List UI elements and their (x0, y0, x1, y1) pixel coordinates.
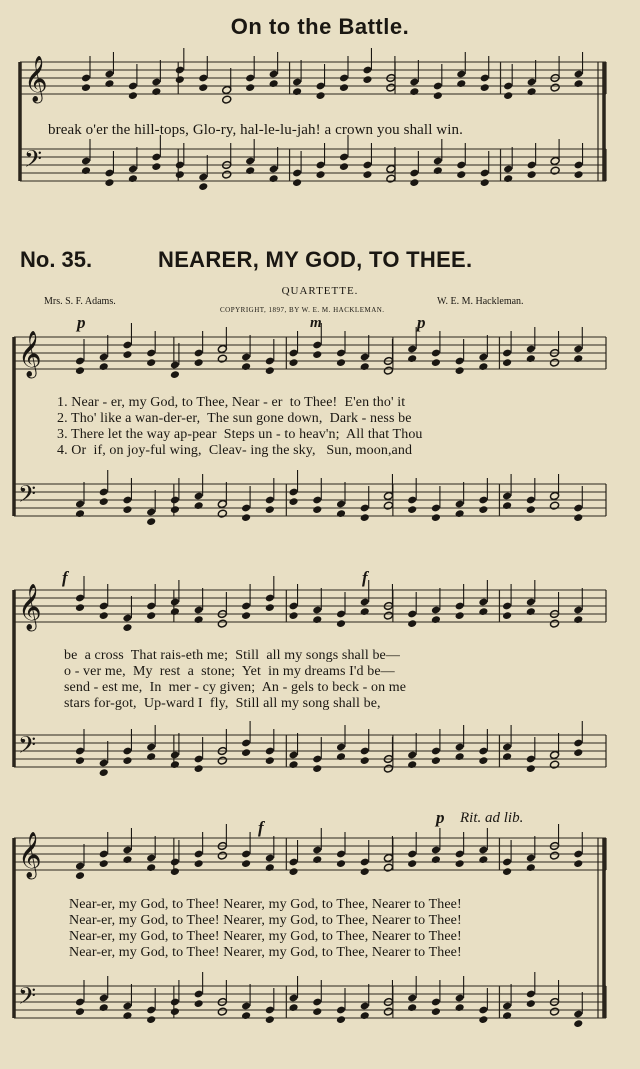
note-head (480, 178, 490, 187)
note-head (81, 166, 91, 175)
note-head (455, 1003, 465, 1012)
note-head (217, 354, 227, 363)
note-head (198, 83, 208, 92)
verse-line: be a cross That rais-eth me; Still all my songs shall be— (64, 648, 400, 663)
note-head (455, 509, 465, 518)
note-head (75, 756, 85, 765)
note-head (407, 859, 417, 868)
note-head (289, 611, 299, 620)
note-head (289, 867, 299, 876)
note-head (146, 1015, 156, 1024)
note-head (433, 166, 443, 175)
note-head (75, 603, 85, 612)
note-head (339, 83, 349, 92)
note-head (269, 174, 279, 183)
expression-marking: Rit. ad lib. (460, 810, 524, 826)
verse-line: Near-er, my God, to Thee! Nearer, my God, to Thee, Nearer to Thee! (69, 929, 462, 944)
previous-hymn-title: On to the Battle. (230, 14, 410, 39)
note-head (194, 999, 204, 1008)
bass-clef-icon: 𝄢 (18, 731, 37, 764)
note-head (241, 1011, 251, 1020)
note-head (478, 855, 488, 864)
note-head (265, 1015, 275, 1024)
note-head (175, 75, 185, 84)
note-head (407, 760, 417, 769)
treble-clef-icon: 𝄞 (18, 832, 42, 878)
note-head (456, 79, 466, 88)
note-head (265, 366, 275, 375)
dynamic-marking: p (77, 313, 86, 332)
note-head (336, 619, 346, 628)
note-head (527, 87, 537, 96)
treble-clef-icon: 𝄞 (18, 331, 42, 377)
note-head (222, 95, 232, 104)
note-head (122, 1011, 132, 1020)
bass-clef-icon: 𝄢 (18, 982, 37, 1015)
hymn-title: NEARER, MY GOD, TO THEE. (158, 247, 473, 272)
note-head (503, 91, 513, 100)
note-head (122, 505, 132, 514)
note-head (526, 505, 536, 514)
note-head (122, 756, 132, 765)
verse-line: Near-er, my God, to Thee! Nearer, my God, to Thee, Nearer to Thee! (69, 913, 462, 928)
dynamic-marking: f (62, 568, 68, 587)
note-head (409, 87, 419, 96)
note-head (383, 366, 393, 375)
note-head (574, 79, 584, 88)
note-head (573, 354, 583, 363)
note-head (550, 851, 560, 860)
note-head (502, 611, 512, 620)
note-head (455, 859, 465, 868)
note-head (526, 764, 536, 773)
note-head (526, 863, 536, 872)
note-head (386, 174, 396, 183)
note-head (198, 182, 208, 191)
verse-line: 4. Or if, on joy-ful wing, Cleav- ing the sky, Sun, moon,and (57, 443, 413, 458)
note-head (146, 358, 156, 367)
dynamic-marking: p (436, 808, 445, 827)
note-head (151, 87, 161, 96)
note-head (312, 505, 322, 514)
note-head (217, 619, 227, 628)
note-head (146, 611, 156, 620)
note-head (75, 1007, 85, 1016)
note-head (407, 354, 417, 363)
note-head (502, 1011, 512, 1020)
note-head (194, 764, 204, 773)
note-head (245, 83, 255, 92)
note-head (550, 358, 560, 367)
note-head (75, 366, 85, 375)
note-head (431, 855, 441, 864)
note-head (383, 501, 393, 510)
note-head (336, 1015, 346, 1024)
note-head (194, 859, 204, 868)
note-head (99, 362, 109, 371)
note-head (99, 768, 109, 777)
copyright-notice: COPYRIGHT, 1897, BY W. E. M. HACKLEMAN. (220, 306, 385, 314)
note-head (336, 859, 346, 868)
note-head (478, 756, 488, 765)
verse-line: 3. There let the way ap-pear Steps un - to heav'n; All that Thou (57, 427, 423, 442)
note-head (175, 170, 185, 179)
note-head (478, 1015, 488, 1024)
note-head (431, 358, 441, 367)
note-head (241, 859, 251, 868)
note-head (99, 859, 109, 868)
note-head (550, 760, 560, 769)
note-head (431, 615, 441, 624)
note-head (217, 1007, 227, 1016)
verse-line: Near-er, my God, to Thee! Nearer, my God, to Thee, Nearer to Thee! (69, 945, 462, 960)
note-head (362, 75, 372, 84)
note-head (573, 615, 583, 624)
note-head (99, 1003, 109, 1012)
note-head (128, 91, 138, 100)
note-head (502, 501, 512, 510)
note-head (289, 358, 299, 367)
note-head (455, 366, 465, 375)
note-head (502, 867, 512, 876)
verse-line: Near-er, my God, to Thee! Nearer, my God, to Thee, Nearer to Thee! (69, 897, 462, 912)
note-head (222, 170, 232, 179)
note-head (170, 370, 180, 379)
note-head (431, 513, 441, 522)
note-head (269, 79, 279, 88)
note-head (407, 505, 417, 514)
note-head (289, 1003, 299, 1012)
note-head (122, 350, 132, 359)
note-head (146, 752, 156, 761)
note-head (383, 764, 393, 773)
note-head (99, 497, 109, 506)
note-head (122, 623, 132, 632)
dynamic-marking: f (362, 568, 368, 587)
note-head (241, 748, 251, 757)
note-head (526, 999, 536, 1008)
note-head (360, 1011, 370, 1020)
note-head (480, 83, 490, 92)
note-head (362, 170, 372, 179)
note-head (217, 509, 227, 518)
note-head (383, 611, 393, 620)
note-head (407, 1003, 417, 1012)
note-head (455, 611, 465, 620)
note-head (573, 748, 583, 757)
note-head (433, 91, 443, 100)
treble-clef-icon: 𝄞 (18, 584, 42, 630)
dynamic-marking: f (258, 818, 264, 837)
note-head (312, 855, 322, 864)
note-head (104, 79, 114, 88)
note-head (75, 871, 85, 880)
note-head (431, 1007, 441, 1016)
note-head (574, 170, 584, 179)
note-head (292, 87, 302, 96)
note-head (407, 619, 417, 628)
note-head (573, 513, 583, 522)
note-head (170, 760, 180, 769)
previous-hymn-lyric: break o'er the hill-tops, Glo-ry, hal-le-lu-jah! a crown you shall win. (48, 122, 463, 138)
dynamic-marking: m (310, 315, 322, 331)
note-head (241, 513, 251, 522)
note-head (316, 170, 326, 179)
note-head (455, 752, 465, 761)
note-head (527, 170, 537, 179)
note-head (170, 505, 180, 514)
note-head (526, 354, 536, 363)
note-head (146, 863, 156, 872)
note-head (550, 83, 560, 92)
note-head (573, 1019, 583, 1028)
note-head (245, 166, 255, 175)
note-head (386, 83, 396, 92)
note-head (104, 178, 114, 187)
verse-line: 2. Tho' like a wan-der-er, The sun gone down, Dark - ness be (57, 411, 412, 426)
note-head (503, 174, 513, 183)
note-head (550, 166, 560, 175)
note-head (241, 611, 251, 620)
note-head (502, 752, 512, 761)
verse-line: 1. Near - er, my God, to Thee, Near - er to Thee! E'en tho' it (57, 395, 406, 410)
note-head (146, 517, 156, 526)
note-head (550, 1007, 560, 1016)
note-head (360, 867, 370, 876)
note-head (431, 756, 441, 765)
note-head (194, 615, 204, 624)
note-head (526, 607, 536, 616)
treble-clef-icon: 𝄞 (24, 56, 48, 102)
note-head (292, 178, 302, 187)
note-head (360, 513, 370, 522)
note-head (151, 162, 161, 171)
note-head (502, 358, 512, 367)
note-head (312, 1007, 322, 1016)
note-head (194, 358, 204, 367)
note-head (409, 178, 419, 187)
note-head (122, 855, 132, 864)
note-head (265, 756, 275, 765)
note-head (360, 362, 370, 371)
note-head (265, 505, 275, 514)
note-head (478, 607, 488, 616)
note-head (265, 603, 275, 612)
note-head (339, 162, 349, 171)
note-head (316, 91, 326, 100)
note-head (241, 362, 251, 371)
note-head (456, 170, 466, 179)
note-head (550, 619, 560, 628)
note-head (194, 501, 204, 510)
composer-credit: W. E. M. Hackleman. (437, 296, 524, 307)
lyricist-credit: Mrs. S. F. Adams. (44, 296, 116, 307)
verse-line: stars for-got, Up-ward I fly, Still all my song shall be, (64, 696, 381, 711)
note-head (383, 863, 393, 872)
hymn-subtitle: QUARTETTE. (281, 285, 359, 297)
note-head (336, 752, 346, 761)
note-head (573, 859, 583, 868)
note-head (478, 362, 488, 371)
note-head (265, 863, 275, 872)
note-head (312, 764, 322, 773)
note-head (383, 1007, 393, 1016)
note-head (170, 867, 180, 876)
note-head (170, 1007, 180, 1016)
verse-line: send - est me, In mer - cy given; An - gels to beck - on me (64, 680, 407, 695)
note-head (360, 607, 370, 616)
note-head (550, 501, 560, 510)
bass-clef-icon: 𝄢 (24, 145, 43, 178)
note-head (312, 350, 322, 359)
note-head (217, 851, 227, 860)
note-head (360, 756, 370, 765)
note-head (170, 607, 180, 616)
note-head (336, 509, 346, 518)
note-head (312, 615, 322, 624)
note-head (81, 83, 91, 92)
dynamic-marking: p (417, 313, 426, 332)
note-head (99, 611, 109, 620)
note-head (478, 505, 488, 514)
hymn-number: No. 35. (20, 247, 93, 272)
bass-clef-icon: 𝄢 (18, 480, 37, 513)
note-head (289, 497, 299, 506)
note-head (336, 358, 346, 367)
note-head (128, 174, 138, 183)
note-head (289, 760, 299, 769)
note-head (75, 509, 85, 518)
note-head (217, 756, 227, 765)
verse-line: o - ver me, My rest a stone; Yet in my dreams I'd be— (64, 664, 395, 679)
